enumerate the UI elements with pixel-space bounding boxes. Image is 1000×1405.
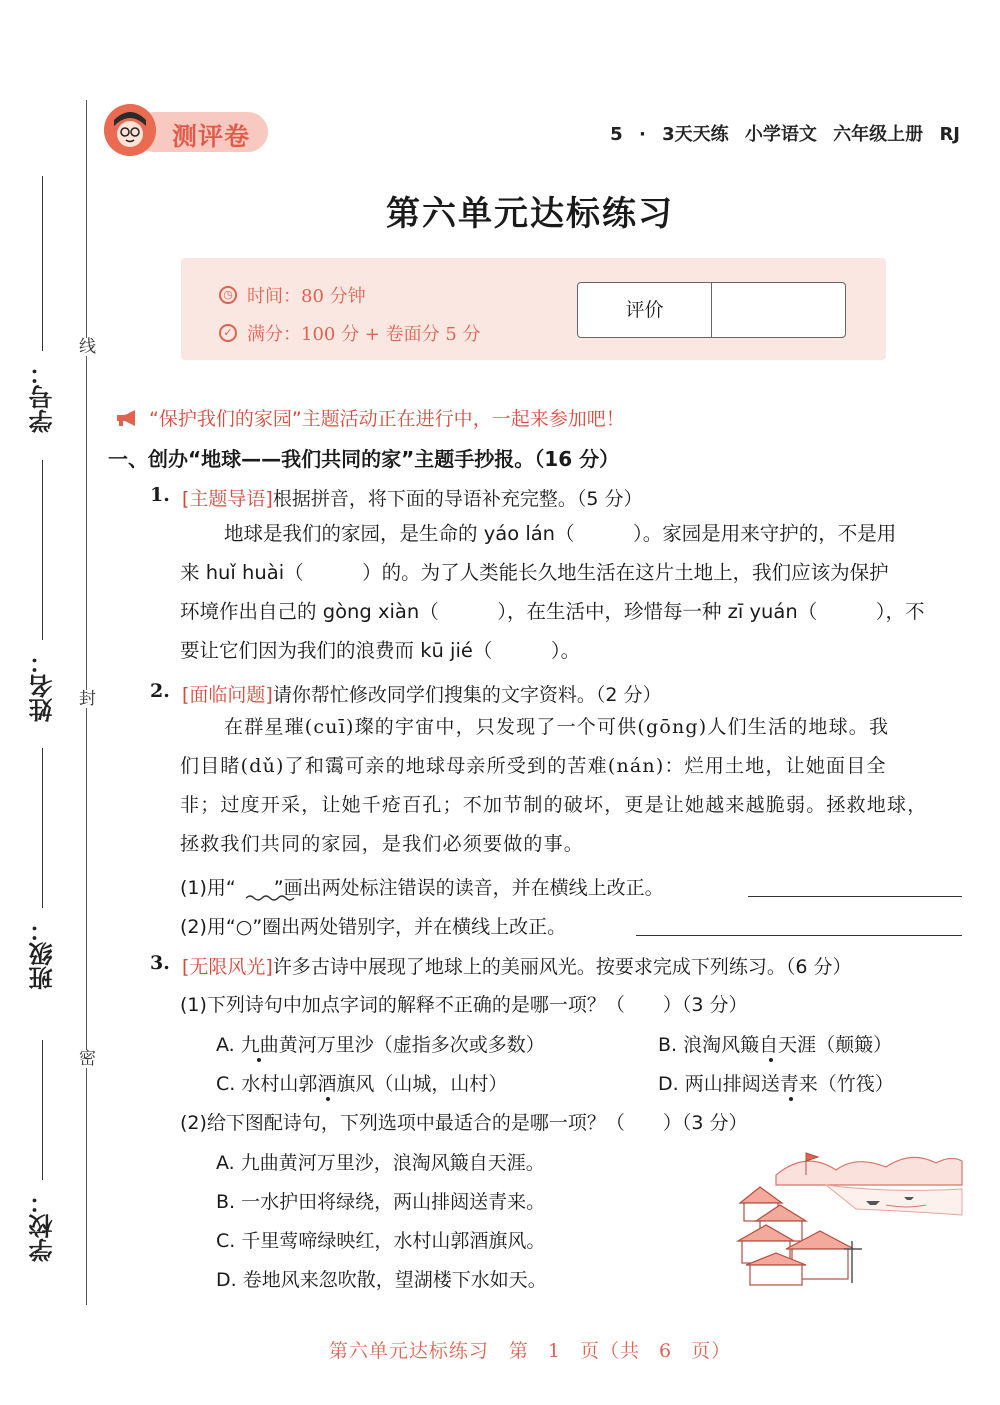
full-score: 满分：100 分 + 卷面分 5 分	[247, 324, 481, 345]
check-icon: ✓	[219, 324, 237, 342]
question-tag: [面临问题]	[182, 684, 273, 706]
q3-sub-1: (1)下列诗句中加点字词的解释不正确的是哪一项？（ ）（3 分）	[180, 994, 748, 1016]
question-tag: [主题导语]	[182, 488, 273, 510]
theme-text: “保护我们的家园”主题活动正在进行中，一起来参加吧！	[149, 408, 625, 430]
page-title: 第六单元达标练习	[386, 194, 674, 234]
series-name: 5 · 3天天练	[610, 124, 729, 145]
question-1	[150, 484, 642, 511]
edition-code: RJ	[939, 124, 960, 145]
q1-line-4[interactable]: 要让它们因为我们的浪费而 kū jié（ ）。	[180, 639, 581, 662]
time-limit: 时间：80 分钟	[247, 286, 366, 307]
question-tag: [无限风光]	[182, 956, 273, 978]
q2-answer-line-1[interactable]	[748, 896, 962, 897]
question-number: 1.	[150, 484, 170, 506]
test-badge	[104, 104, 269, 156]
q1-passage	[180, 514, 960, 670]
q2-line-4: 拯救我们共同的家园，是我们必须要做的事。	[180, 833, 585, 855]
school-field[interactable]	[22, 1040, 62, 1262]
question-2	[150, 680, 661, 707]
q3-1-option-c[interactable]: C. 水村山郭酒旗风（山城，山村）	[216, 1073, 508, 1095]
school-label: 学校：	[28, 1190, 57, 1262]
class-field[interactable]	[22, 748, 62, 990]
q3-2-option-d[interactable]: D. 卷地风来忽吹散，望湖楼下水如天。	[216, 1269, 547, 1291]
q3-1-option-b[interactable]: B. 浪淘风簸自天涯（颠簸）	[658, 1034, 893, 1056]
q3-sub-2: (2)给下图配诗句，下列选项中最适合的是哪一项？（ ）（3 分）	[180, 1112, 748, 1134]
village-illustration	[736, 1145, 964, 1287]
q2-answer-line-2[interactable]	[636, 935, 962, 936]
cartoon-face-icon	[104, 104, 156, 156]
class-label: 班级：	[28, 918, 57, 990]
question-number: 3.	[150, 952, 170, 974]
cut-word-xian: 线	[79, 337, 96, 357]
emphasis-dot	[326, 1097, 330, 1101]
q3-2-option-c[interactable]: C. 千里莺啼绿映红，水村山郭酒旗风。	[216, 1230, 546, 1252]
subject-name: 小学语文	[744, 124, 817, 145]
q1-line-3[interactable]: 环境作出自己的 gòng xiàn（ ），在生活中，珍惜每一种 zī yuán（ ），不	[180, 600, 925, 623]
evaluation-label: 评价	[578, 283, 712, 337]
series-header	[560, 120, 960, 146]
q2-line-1: 在群星璀(cuī)璨的宇宙中，只发现了一个可供(gōng)人们生活的地球。我	[224, 716, 890, 738]
q3-2-option-a[interactable]: A. 九曲黄河万里沙，浪淘风簸自天涯。	[216, 1152, 545, 1174]
q1-line-1[interactable]: 地球是我们的家园，是生命的 yáo lán（ ）。家园是用来守护的，不是用	[224, 522, 897, 545]
emphasis-dot	[769, 1058, 773, 1062]
question-prompt: 请你帮忙修改同学们搜集的文字资料。（2 分）	[272, 684, 662, 706]
section-1-heading: 一、创办“地球——我们共同的家”主题手抄报。（16 分）	[108, 447, 620, 471]
clock-icon: ◷	[219, 286, 237, 304]
name-field[interactable]	[22, 460, 62, 722]
badge-label: 测评卷	[172, 122, 251, 151]
score-row	[219, 320, 481, 346]
emphasis-dot	[257, 1058, 261, 1062]
q2-line-2: 们目睹(dǔ)了和霭可亲的地球母亲所受到的苦难(nán)：烂用土地，让她面目全	[180, 755, 887, 777]
time-row	[219, 282, 366, 308]
student-id-label: 学号：	[28, 361, 57, 433]
evaluation-input[interactable]	[712, 283, 845, 337]
q2-sub-1: (1)用“ ”画出两处标注错误的读音，并在横线上改正。	[180, 877, 664, 899]
question-prompt: 许多古诗中展现了地球上的美丽风光。按要求完成下列练习。（6 分）	[272, 956, 852, 978]
cut-word-mi: 密	[79, 1049, 96, 1069]
emphasis-dot	[789, 1097, 793, 1101]
evaluation-box	[577, 282, 846, 338]
name-label: 姓名：	[28, 650, 57, 722]
question-number: 2.	[150, 680, 170, 702]
q2-passage	[180, 708, 965, 864]
q3-1-option-a[interactable]: A. 九曲黄河万里沙（虚指多次或多数）	[216, 1034, 545, 1056]
q2-line-3: 非；过度开采，让她千疮百孔；不加节制的破坏，更是让她越来越脆弱。拯救地球，	[180, 794, 928, 816]
page-footer: 第六单元达标练习 第 1 页（共 6 页）	[328, 1340, 732, 1362]
q3-1-option-d[interactable]: D. 两山排闼送青来（竹筏）	[658, 1073, 894, 1095]
exam-info-box	[181, 258, 886, 360]
q1-line-2[interactable]: 来 huǐ huài（ ）的。为了人类能长久地生活在这片土地上，我们应该为保护	[180, 561, 889, 584]
question-3	[150, 952, 851, 979]
cut-word-feng: 封	[79, 689, 96, 709]
q3-2-option-b[interactable]: B. 一水护田将绿绕，两山排闼送青来。	[216, 1191, 546, 1213]
grade-name: 六年级上册	[833, 124, 924, 145]
question-prompt: 根据拼音，将下面的导语补充完整。（5 分）	[272, 488, 643, 510]
megaphone-icon	[115, 409, 141, 427]
q2-sub-2: (2)用“○”圈出两处错别字，并在横线上改正。	[180, 916, 567, 938]
wavy-line-icon	[246, 894, 294, 902]
theme-banner	[115, 404, 625, 431]
